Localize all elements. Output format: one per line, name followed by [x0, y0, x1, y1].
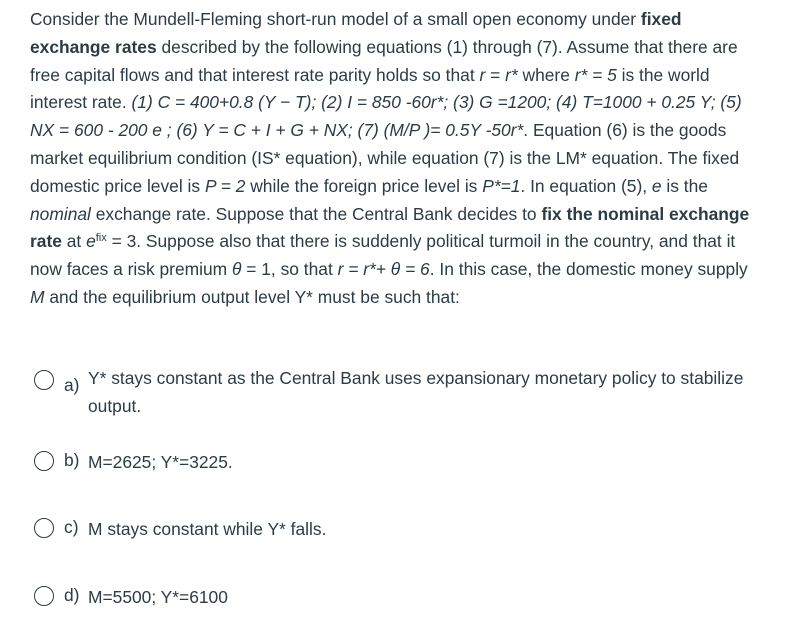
question-italic-equations: (1) C = 400+0.8 (Y − T); (2) I = 850 -60r*; (3) G =1200; (4) T=1000 + 0.25 Y; (5) NX = 600 - 200 e ; (6) Y = C + I + G + NX; (7) (M/P )= 0.5Y -50r* — [30, 92, 742, 141]
question-italic-segment: r = r*+ θ = 6 — [337, 259, 430, 280]
answer-letter: d) — [64, 585, 80, 605]
question-segment: . In this case, the domestic money supply — [429, 259, 748, 280]
answer-text: Y* stays constant as the Central Bank uses expansionary monetary policy to stabilize output. — [88, 368, 744, 416]
radio-button-c[interactable] — [34, 518, 54, 538]
question-italic-segment: θ — [232, 259, 242, 280]
question-italic-segment: P*=1 — [482, 175, 521, 196]
question-italic-segment: e — [651, 175, 662, 196]
question-paragraph — [30, 6, 760, 312]
answer-text: M=5500; Y*=6100 — [88, 587, 228, 607]
question-italic-segment: r* — [505, 64, 518, 85]
question-segment: = 1, so that — [241, 259, 338, 280]
question-segment: where — [517, 64, 575, 85]
question-segment: . In equation (5), — [520, 175, 652, 196]
radio-button-b[interactable] — [34, 451, 54, 471]
question-segment: = — [485, 64, 506, 85]
answer-text: M=2625; Y*=3225. — [88, 452, 233, 472]
question-text — [30, 6, 760, 312]
question-italic-segment: r* = 5 — [574, 64, 617, 85]
question-segment: at — [61, 231, 87, 252]
question-segment: exchange rate. Suppose that the Central Bank decides to — [90, 203, 542, 224]
answer-option-c[interactable] — [34, 514, 326, 544]
question-segment: Consider the Mundell-Fleming short-run model of a small open economy under — [30, 9, 641, 29]
radio-button-d[interactable] — [34, 586, 54, 606]
question-segment: and the equilibrium output level Y* must be such that: — [44, 286, 460, 307]
answer-letter: a) — [64, 375, 80, 395]
radio-button-a[interactable] — [34, 370, 54, 390]
question-bold-segment: fixed exchange rates — [30, 9, 682, 57]
question-italic-segment: r — [479, 64, 486, 85]
question-italic-segment: nominal — [30, 203, 91, 224]
question-italic-segment: e — [86, 231, 96, 252]
question-segment: is the world interest rate. — [30, 64, 710, 113]
question-segment: while the foreign price level is — [245, 175, 483, 196]
answer-text: M stays constant while Y* falls. — [88, 519, 327, 539]
question-segment: described by the following equations (1) through (7). Assume that there are free capital flows and that interest rate parity holds so that — [30, 36, 738, 85]
question-segment: = 3. Suppose also that there is suddenly political turmoil in the country, and that it now faces a risk premium — [30, 231, 736, 280]
question-segment: is the — [661, 175, 708, 196]
answer-letter: b) — [64, 450, 80, 470]
answer-option-a[interactable] — [34, 366, 748, 421]
question-italic-segment: P = 2 — [204, 175, 246, 196]
question-bold-segment: fix the nominal exchange rate — [30, 203, 750, 252]
question-superscript: fix — [95, 232, 107, 245]
question-italic-segment: M — [30, 286, 45, 307]
answer-option-d[interactable] — [34, 582, 228, 612]
question-segment: . Equation (6) is the goods market equilibrium condition (IS* equation), while equation (7) is the LM* equation. The fixed domestic price level is — [30, 120, 740, 196]
answer-letter: c) — [64, 517, 79, 537]
answer-option-b[interactable] — [34, 447, 233, 477]
